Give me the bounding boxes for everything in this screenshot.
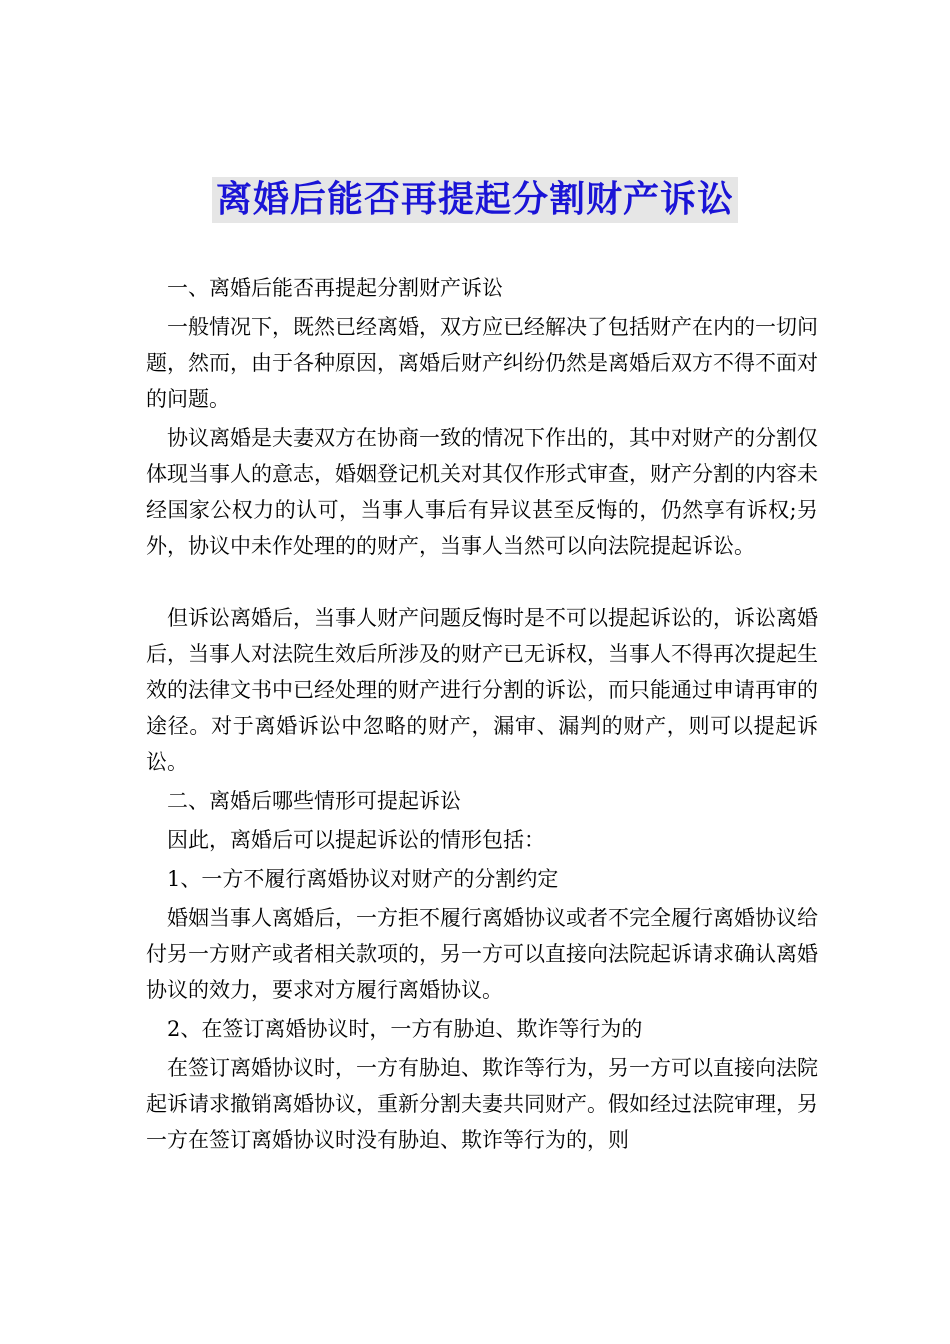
paragraph-6: 在签订离婚协议时，一方有胁迫、欺诈等行为，另一方可以直接向法院起诉请求撤销离婚协议，重新分割夫妻共同财产。假如经过法院审理，另一方在签订离婚协议时没有胁迫、欺诈等行为的，则 (146, 1056, 818, 1152)
blank-line (146, 564, 818, 600)
heading-section-2: 二、离婚后哪些情形可提起诉讼 (167, 789, 461, 813)
subheading-1: 1、一方不履行离婚协议对财产的分割约定 (167, 867, 559, 891)
paragraph-4: 因此，离婚后可以提起诉讼的情形包括： (167, 828, 545, 852)
paragraph-2: 协议离婚是夫妻双方在协商一致的情况下作出的，其中对财产的分割仅体现当事人的意志，婚姻登记机关对其仅作形式审查，财产分割的内容未经国家公权力的认可，当事人事后有异议甚至反悔的，仍然享有诉权;另外，协议中未作处理的的财产，当事人当然可以向法院提起诉讼。 (146, 426, 818, 558)
title-wrap (0, 177, 950, 223)
document-title: 离婚后能否再提起分割财产诉讼 (212, 177, 738, 223)
heading-section-1: 一、离婚后能否再提起分割财产诉讼 (167, 276, 503, 300)
document-body (146, 270, 818, 1158)
subheading-2: 2、在签订离婚协议时，一方有胁迫、欺诈等行为的 (167, 1017, 643, 1041)
paragraph-3: 但诉讼离婚后，当事人财产问题反悔时是不可以提起诉讼的，诉讼离婚后，当事人对法院生效后所涉及的财产已无诉权，当事人不得再次提起生效的法律文书中已经处理的财产进行分割的诉讼，而只能通过申请再审的途径。对于离婚诉讼中忽略的财产，漏审、漏判的财产，则可以提起诉讼。 (146, 606, 818, 774)
paragraph-5: 婚姻当事人离婚后，一方拒不履行离婚协议或者不完全履行离婚协议给付另一方财产或者相关款项的，另一方可以直接向法院起诉请求确认离婚协议的效力，要求对方履行离婚协议。 (146, 906, 818, 1002)
paragraph-1: 一般情况下，既然已经离婚，双方应已经解决了包括财产在内的一切问题，然而，由于各种原因，离婚后财产纠纷仍然是离婚后双方不得不面对的问题。 (146, 315, 818, 411)
